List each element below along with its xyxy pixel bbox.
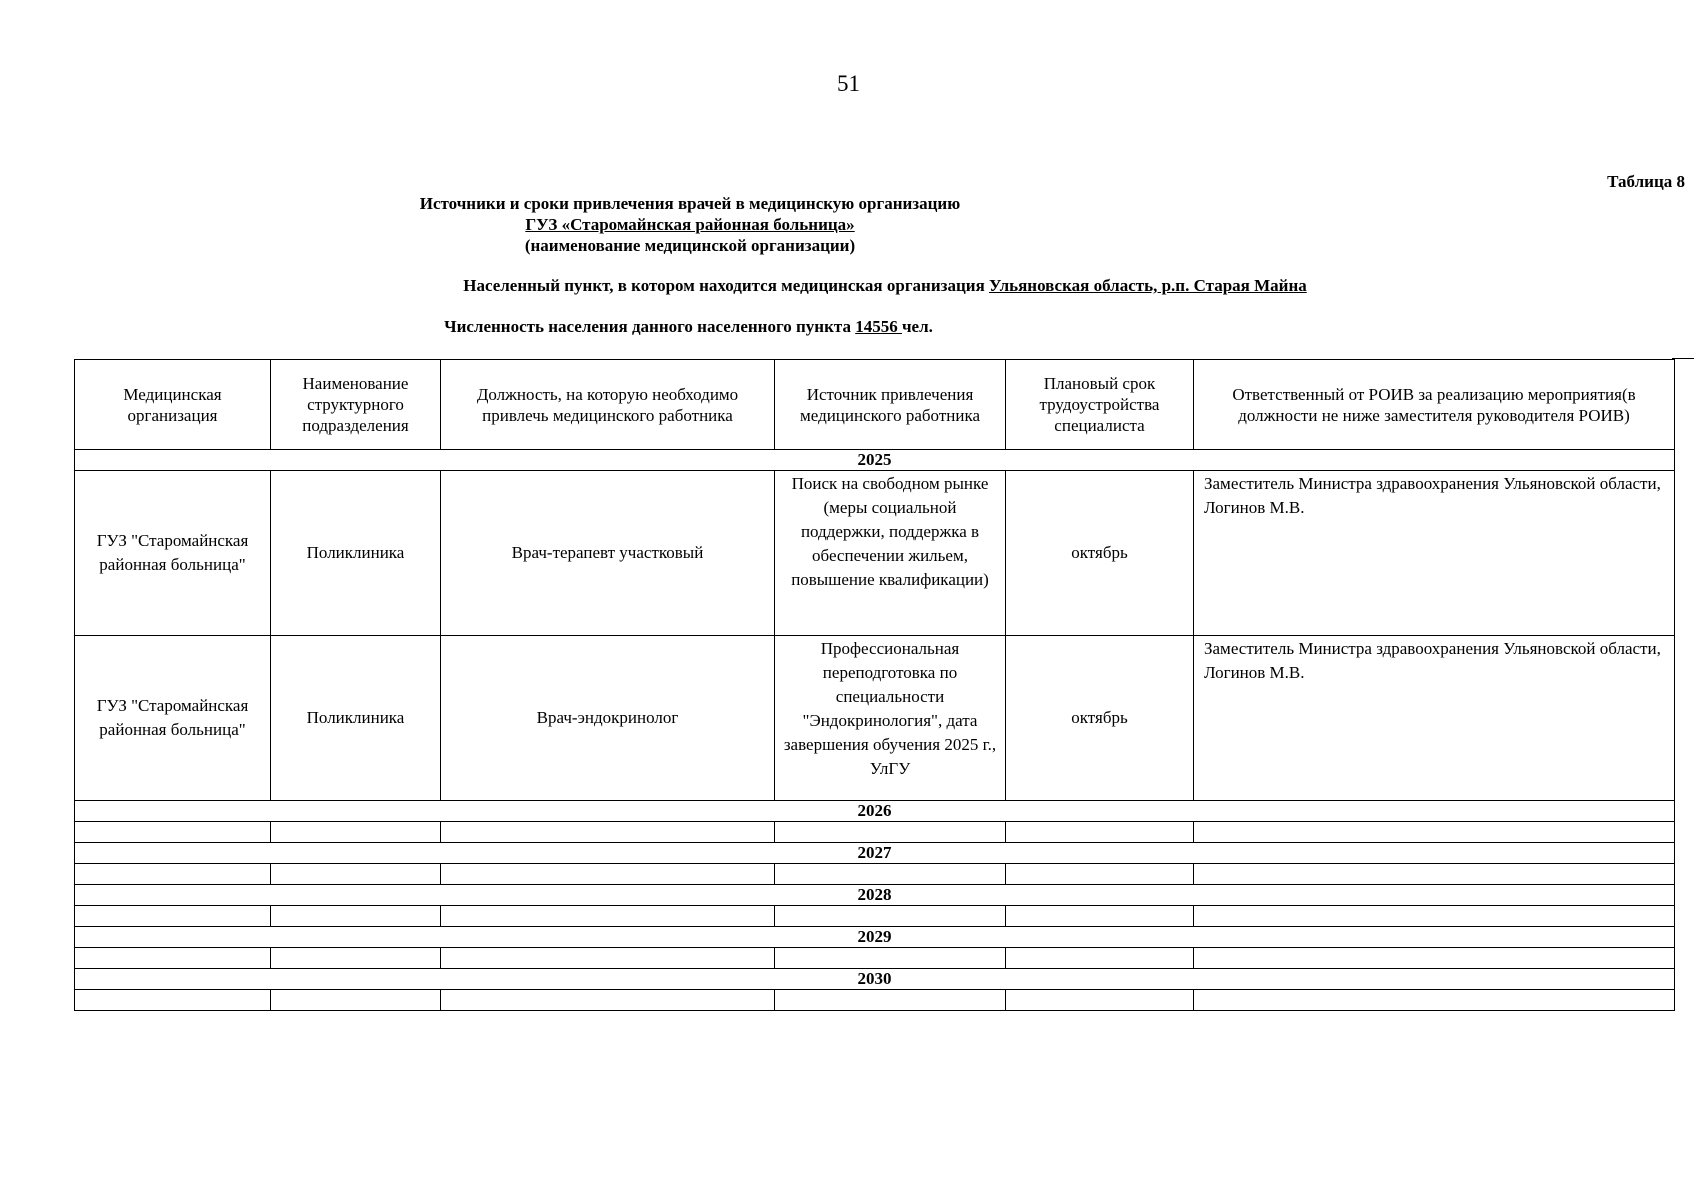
cell-responsible: Заместитель Министра здравоохранения Ульяновской области, Логинов М.В. (1194, 636, 1675, 801)
year-label: 2029 (75, 927, 1675, 948)
year-row-2025 (75, 450, 1675, 471)
empty-cell (775, 948, 1006, 969)
empty-cell (775, 864, 1006, 885)
empty-cell (271, 822, 441, 843)
cell-organization: ГУЗ "Старомайнская районная больница" (75, 471, 271, 636)
cell-term: октябрь (1006, 636, 1194, 801)
header-organization: Медицинская организация (75, 360, 271, 450)
year-label: 2025 (75, 450, 1675, 471)
doctor-recruitment-table (74, 359, 1675, 1011)
empty-cell (775, 822, 1006, 843)
empty-cell (271, 948, 441, 969)
empty-cell (1194, 822, 1675, 843)
year-label: 2028 (75, 885, 1675, 906)
empty-cell (75, 906, 271, 927)
year-row-2030 (75, 969, 1675, 990)
header-source: Источник привлечения медицинского работника (775, 360, 1006, 450)
empty-table-row (75, 864, 1675, 885)
cell-source: Профессиональная переподготовка по специальности "Эндокринология", дата завершения обучения 2025 г., УлГУ (775, 636, 1006, 801)
cell-term: октябрь (1006, 471, 1194, 636)
empty-cell (75, 990, 271, 1011)
cell-responsible: Заместитель Министра здравоохранения Ульяновской области, Логинов М.В. (1194, 471, 1675, 636)
cell-organization: ГУЗ "Старомайнская районная больница" (75, 636, 271, 801)
empty-cell (775, 990, 1006, 1011)
header-position: Должность, на которую необходимо привлечь медицинского работника (441, 360, 775, 450)
empty-cell (75, 948, 271, 969)
population-label: Численность населения данного населенного пункта (444, 317, 856, 336)
cell-position: Врач-терапевт участковый (441, 471, 775, 636)
empty-cell (441, 822, 775, 843)
empty-cell (271, 906, 441, 927)
empty-cell (1006, 990, 1194, 1011)
empty-cell (441, 948, 775, 969)
population-unit: чел. (901, 317, 933, 336)
table-edge-line (1672, 358, 1694, 359)
cell-department: Поликлиника (271, 636, 441, 801)
table-header-row (75, 360, 1675, 450)
document-title: Источники и сроки привлечения врачей в медицинскую организацию (419, 194, 961, 213)
empty-table-row (75, 822, 1675, 843)
empty-cell (441, 990, 775, 1011)
year-row-2026 (75, 801, 1675, 822)
empty-cell (1006, 906, 1194, 927)
empty-cell (271, 990, 441, 1011)
organization-caption: (наименование медицинской организации) (524, 236, 856, 255)
empty-cell (1194, 864, 1675, 885)
cell-department: Поликлиника (271, 471, 441, 636)
location-line (0, 276, 1697, 296)
empty-cell (1006, 948, 1194, 969)
year-label: 2027 (75, 843, 1675, 864)
document-heading (0, 193, 1380, 256)
table-row (75, 636, 1675, 801)
empty-table-row (75, 906, 1675, 927)
location-value: Ульяновская область, р.п. Старая Майна (989, 276, 1307, 295)
empty-cell (75, 822, 271, 843)
empty-table-row (75, 948, 1675, 969)
cell-position: Врач-эндокринолог (441, 636, 775, 801)
page-number: 51 (837, 71, 860, 96)
empty-cell (271, 864, 441, 885)
empty-cell (75, 864, 271, 885)
empty-cell (1194, 906, 1675, 927)
header-term: Плановый срок трудоустройства специалиста (1006, 360, 1194, 450)
year-label: 2030 (75, 969, 1675, 990)
header-department: Наименование структурного подразделения (271, 360, 441, 450)
empty-cell (1006, 864, 1194, 885)
empty-cell (1194, 948, 1675, 969)
population-line (0, 317, 1377, 337)
year-row-2027 (75, 843, 1675, 864)
empty-cell (775, 906, 1006, 927)
organization-name: ГУЗ «Старомайнская районная больница» (525, 215, 855, 234)
empty-table-row (75, 990, 1675, 1011)
header-responsible: Ответственный от РОИВ за реализацию мероприятия(в должности не ниже заместителя руководителя РОИВ) (1194, 360, 1675, 450)
empty-cell (441, 906, 775, 927)
empty-cell (1194, 990, 1675, 1011)
population-value: 14556 (855, 317, 902, 336)
location-label: Населенный пункт, в котором находится медицинская организация (463, 276, 990, 295)
empty-cell (1006, 822, 1194, 843)
table-row (75, 471, 1675, 636)
cell-source: Поиск на свободном рынке (меры социальной поддержки, поддержка в обеспечении жильем, повышение квалификации) (775, 471, 1006, 636)
table-label: Таблица 8 (1607, 172, 1685, 191)
year-row-2028 (75, 885, 1675, 906)
empty-cell (441, 864, 775, 885)
year-row-2029 (75, 927, 1675, 948)
year-label: 2026 (75, 801, 1675, 822)
